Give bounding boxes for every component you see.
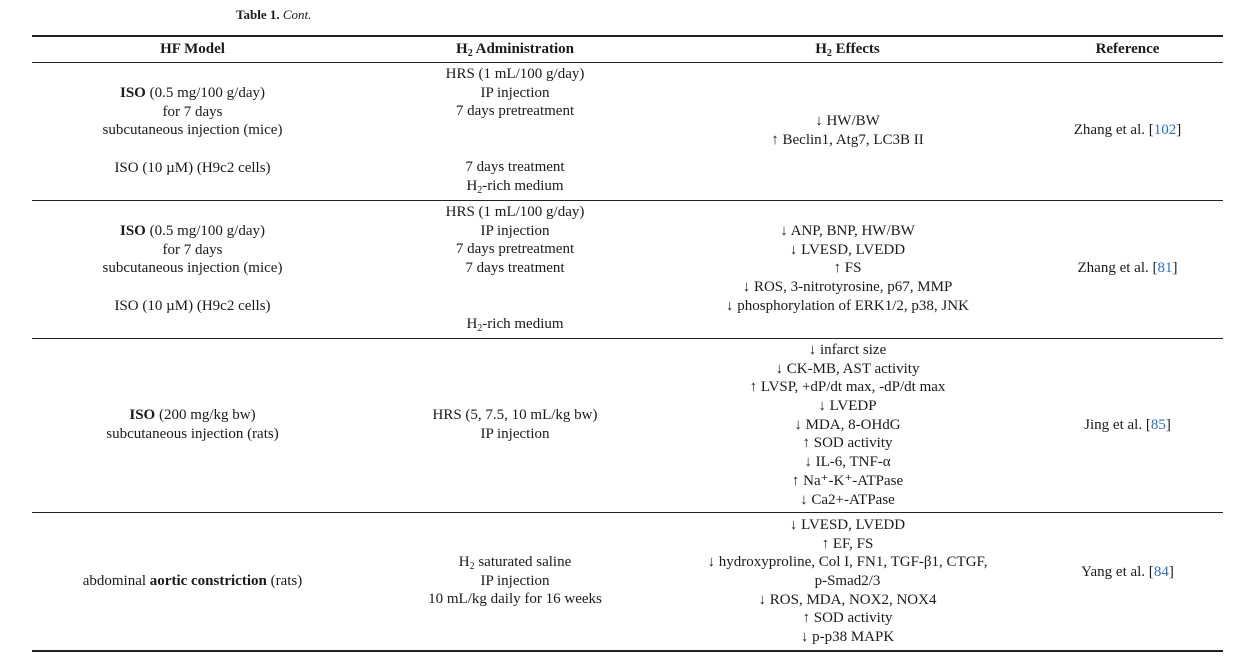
effect-line: ↓ LVEDP [818, 398, 877, 415]
effect-line: ↓ ROS, MDA, NOX2, NOX4 [758, 591, 937, 608]
row4-hf-model: abdominal aortic constriction (rats) [82, 573, 303, 589]
effect-line: ↓ phosphorylation of ERK1/2, p38, JNK [726, 297, 969, 314]
row3-hf-model: ISO (200 mg/kg bw) subcutaneous injection (rats) [106, 407, 279, 442]
effect-line: ↑ LVSP, +dP/dt max, -dP/dt max [749, 379, 946, 396]
effect-line: ↓ infarct size [808, 342, 887, 358]
table-caption-cont: Cont. [282, 7, 312, 22]
effect-line: ↓ LVESD, LVEDD [789, 517, 906, 533]
effect-line: ↑ Na⁺-K⁺-ATPase [791, 472, 904, 489]
reference-link[interactable]: 81 [1157, 260, 1173, 276]
reference-link[interactable]: 85 [1150, 417, 1166, 433]
reference-link[interactable]: 84 [1153, 564, 1169, 580]
effect-line: ↑ FS [833, 260, 862, 277]
row1-hf-model: ISO (0.5 mg/100 g/day) for 7 days subcutaneous injection (mice) ISO (10 µM) (H9c2 cells) [102, 85, 283, 176]
row-divider-1 [32, 200, 1223, 201]
row-divider-3 [32, 512, 1223, 513]
effect-line: ↓ HW/BW [815, 113, 880, 129]
table-caption-label: Table 1. [236, 7, 280, 22]
header-rule [32, 62, 1223, 63]
row4-h2-effects [675, 516, 1020, 647]
row2-h2-effects [675, 222, 1020, 315]
row3-h2-administration: HRS (5, 7.5, 10 mL/kg bw) IP injection [432, 407, 598, 442]
row1-h2-effects [675, 112, 1020, 149]
row2-h2-administration: HRS (1 mL/100 g/day) IP injection 7 days pretreatment 7 days treatment $H_2$-rich medium [445, 204, 585, 335]
row1-h2-administration: HRS (1 mL/100 g/day) IP injection 7 days pretreatment 7 days treatment $H_2$-rich medium [445, 66, 585, 197]
effect-line: ↓ LVESD, LVEDD [789, 241, 906, 258]
effect-line: ↓ p-p38 MAPK [800, 629, 895, 646]
row1-reference: Zhang et al. [102] [1073, 122, 1182, 138]
effect-line: ↓ ROS, 3-nitrotyrosine, p67, MMP [742, 279, 953, 296]
effect-line: ↑ EF, FS [821, 535, 874, 552]
row3-h2-effects [675, 341, 1020, 509]
effect-line: ↓ CK-MB, AST activity [775, 360, 920, 377]
effect-line: p-Smad2/3 [814, 573, 881, 590]
table-bottom-rule [32, 650, 1223, 652]
header-reference: Reference [1095, 41, 1160, 57]
effect-line: ↑ SOD activity [802, 610, 893, 627]
effect-line: ↓ Ca2+-ATPase [800, 491, 895, 508]
row2-hf-model: ISO (0.5 mg/100 g/day) for 7 days subcutaneous injection (mice) ISO (10 µM) (H9c2 cells) [102, 223, 283, 314]
effect-line: ↓ ANP, BNP, HW/BW [780, 223, 915, 239]
effect-line: ↓ MDA, 8-OHdG [794, 416, 901, 433]
effect-line: ↑ SOD activity [802, 435, 893, 452]
table-top-rule [32, 35, 1223, 37]
row4-h2-administration: $H_2$ saturated saline IP injection 10 mL/kg daily for 16 weeks [428, 554, 602, 608]
header-h2-effects: $H_2$ Effects [815, 41, 880, 59]
header-h2-administration: $H_2$ Administration [456, 41, 574, 59]
header-hf-model: HF Model [160, 41, 225, 57]
effect-line: ↑ Beclin1, Atg7, LC3B II [771, 131, 924, 148]
table-caption [236, 7, 311, 23]
reference-link[interactable]: 102 [1153, 122, 1177, 138]
row3-reference: Jing et al. [85] [1084, 417, 1171, 433]
effect-line: ↓ hydroxyproline, Col I, FN1, TGF-β1, CTGF, [707, 554, 988, 571]
row4-reference: Yang et al. [84] [1081, 564, 1174, 580]
effect-line: ↓ IL-6, TNF-α [804, 454, 891, 471]
row2-reference: Zhang et al. [81] [1077, 260, 1178, 276]
row-divider-2 [32, 338, 1223, 339]
